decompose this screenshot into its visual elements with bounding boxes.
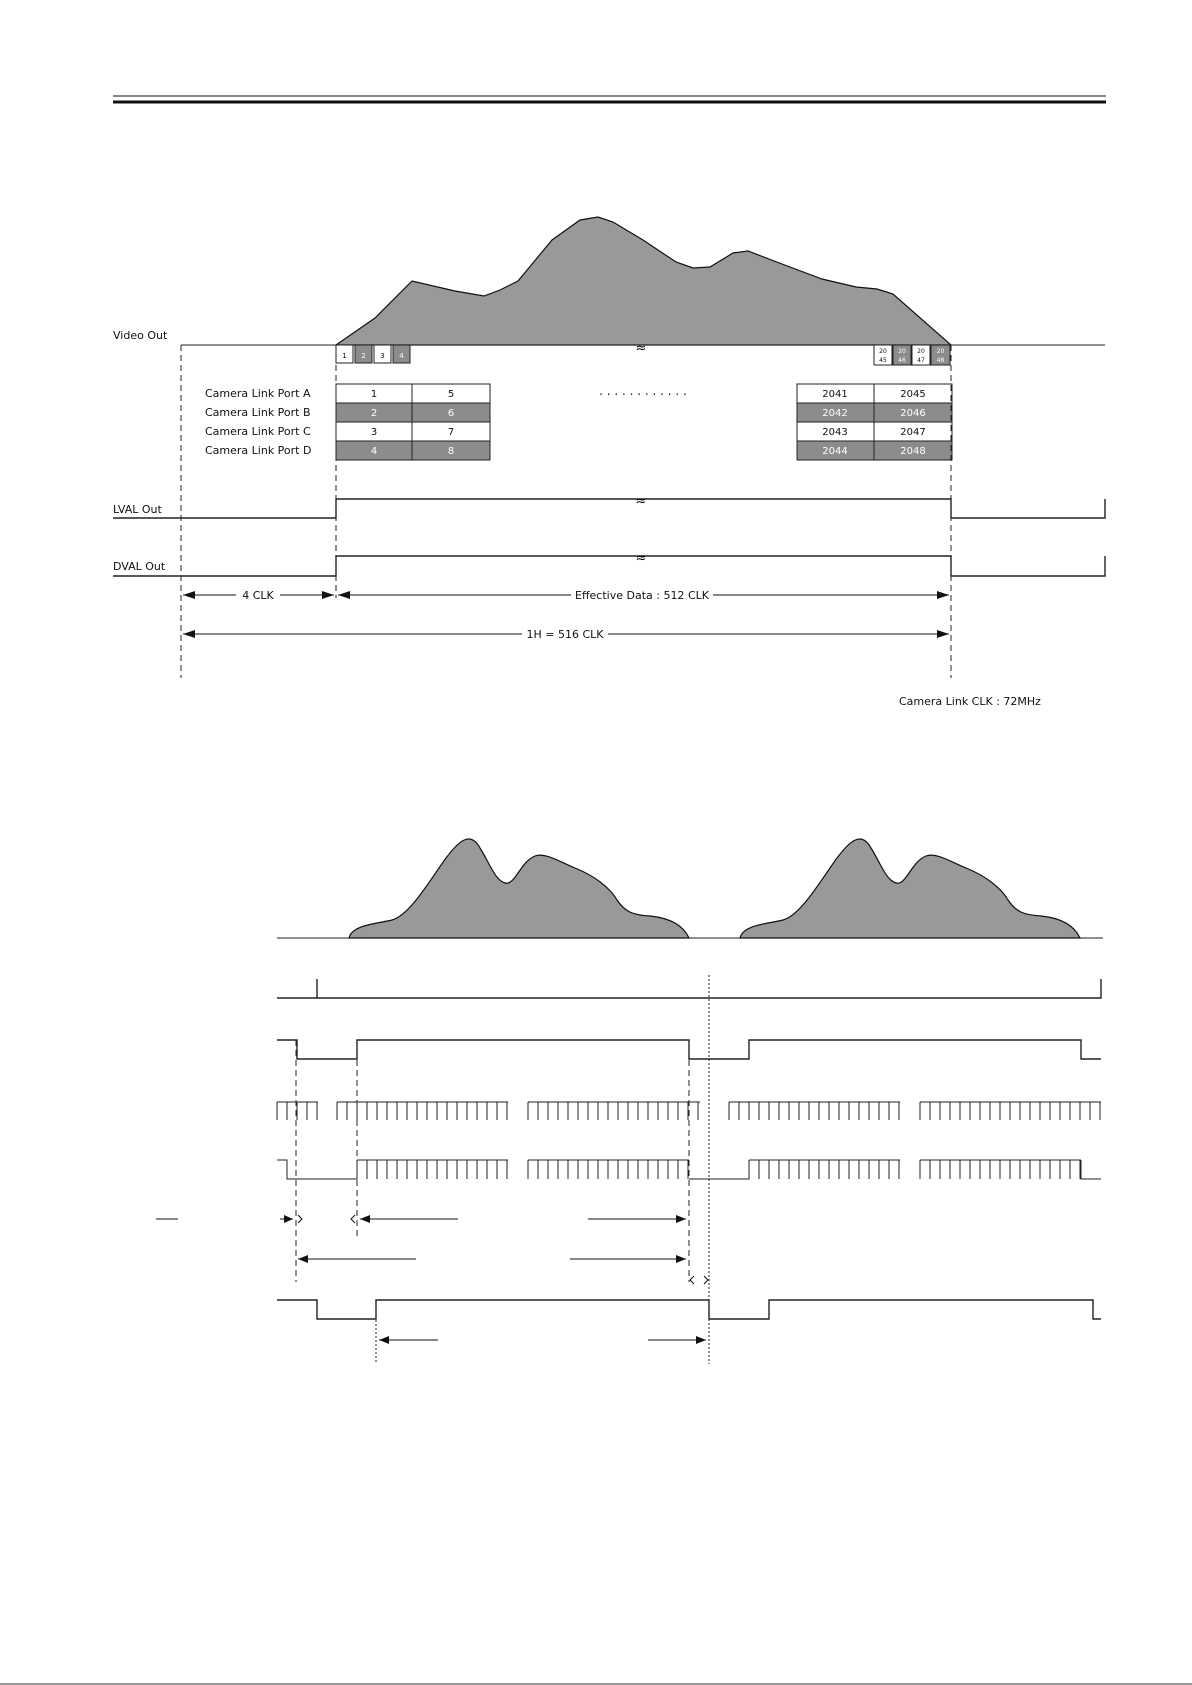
first-pixel-3: 3 (380, 352, 385, 360)
dval-break-mark: ≈ (635, 551, 647, 566)
port-c-cell-3: 3 (370, 427, 378, 438)
port-a-cell-1: 1 (370, 389, 378, 400)
level-signal-2 (277, 1300, 1101, 1319)
header-rule (113, 96, 1106, 102)
dim-4-clk-label: 4 CLK (242, 589, 274, 602)
clock-pulses (357, 1160, 1081, 1179)
first-pixel-boxes (336, 345, 410, 363)
bottom-dim-arrows-2 (298, 1255, 708, 1284)
video-out-label: Video Out (113, 329, 168, 342)
port-c-cell-7: 7 (447, 427, 455, 438)
video-output-timing-diagram (113, 217, 1105, 708)
bottom-dim-arrows-1 (156, 1215, 686, 1223)
video-waveform-shape (336, 217, 951, 345)
port-table-ellipsis: . . . . . . . . . . . . (599, 384, 687, 398)
port-b-label: Camera Link Port B (205, 406, 311, 419)
last-pixel-boxes (874, 345, 950, 365)
dim-effective-data-label: Effective Data : 512 CLK (575, 589, 709, 602)
port-d-cell-2048: 2048 (900, 446, 926, 457)
port-d-cell-8: 8 (447, 446, 455, 457)
last-pixel-2045-top: 20 (879, 348, 887, 355)
first-pixel-4: 4 (399, 352, 404, 360)
lval-out-label: LVAL Out (113, 503, 162, 516)
bottom-dim-arrows-3 (379, 1336, 706, 1344)
dim-1h-label: 1H = 516 CLK (526, 628, 604, 641)
video-waveform-1 (349, 839, 689, 938)
last-pixel-2045-bottom: 45 (879, 357, 887, 364)
port-b-cell-2: 2 (370, 408, 378, 419)
last-pixel-2048-bottom: 48 (936, 357, 945, 364)
last-pixel-2047-top: 20 (917, 348, 925, 355)
dval-out-label: DVAL Out (113, 560, 166, 573)
port-a-cell-2041: 2041 (822, 389, 848, 400)
port-c-cell-2043: 2043 (822, 427, 848, 438)
port-b-cell-2046: 2046 (900, 408, 926, 419)
dval-waveform (113, 556, 1105, 576)
lval-break-mark: ≈ (635, 494, 647, 509)
external-trigger-timing-diagram (156, 839, 1103, 1364)
last-pixel-2046-bottom: 46 (898, 357, 906, 364)
port-d-cell-2044: 2044 (822, 446, 848, 457)
dim-effective-data (338, 588, 949, 602)
trigger-signal (277, 979, 1101, 998)
port-a-cell-2045: 2045 (900, 389, 926, 400)
port-d-label: Camera Link Port D (205, 444, 312, 457)
video-waveform-2 (740, 839, 1080, 938)
camera-link-port-table (205, 384, 952, 460)
first-pixel-2: 2 (361, 352, 366, 360)
dim-1h (183, 627, 949, 641)
lval-waveform (113, 499, 1105, 518)
last-pixel-2048-top: 20 (936, 348, 945, 355)
video-break-mark: ≈ (635, 341, 647, 356)
clock-note: Camera Link CLK : 72MHz (899, 695, 1041, 708)
first-pixel-1: 1 (342, 352, 347, 360)
port-c-label: Camera Link Port C (205, 425, 311, 438)
last-pixel-2046-top: 20 (898, 348, 906, 355)
port-a-cell-5: 5 (447, 389, 455, 400)
dim-4-clk (183, 588, 334, 602)
port-c-cell-2047: 2047 (900, 427, 926, 438)
port-b-cell-6: 6 (447, 408, 455, 419)
port-b-cell-2042: 2042 (822, 408, 848, 419)
port-a-label: Camera Link Port A (205, 387, 311, 400)
port-d-cell-4: 4 (370, 446, 378, 457)
last-pixel-2047-bottom: 47 (917, 357, 925, 364)
